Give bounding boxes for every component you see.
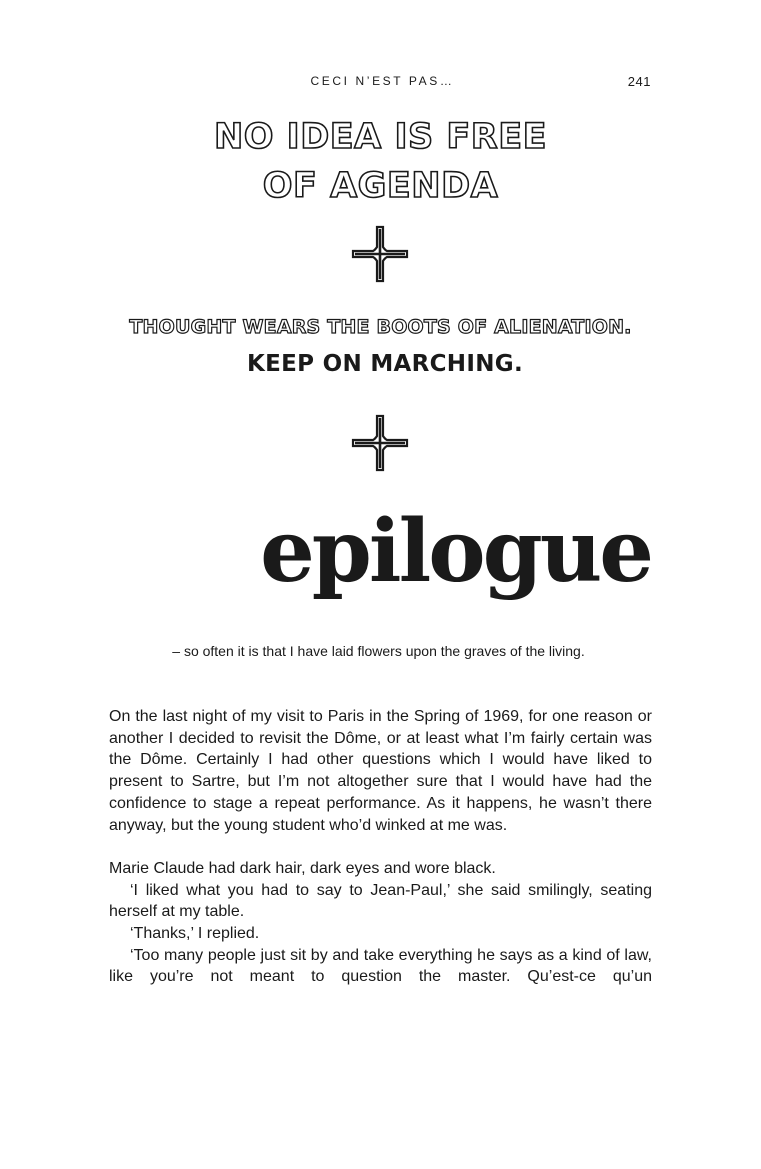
paragraph: ‘I liked what you had to say to Jean-Paul,’ she said smilingly, seating herself at my table. — [109, 881, 652, 921]
paragraph: ‘Too many people just sit by and take everything he says as a kind of law, like you’re not meant to question the master. Qu’est-ce qu’un — [109, 946, 652, 986]
running-head — [0, 74, 761, 92]
slogan-keep-marching: KEEP ON MARCHING. — [247, 351, 523, 377]
slogan-no-idea-line-1: NO IDEA IS FREE — [213, 117, 548, 157]
epigraph: – so often it is that I have laid flowers upon the graves of the living. — [172, 643, 585, 659]
decorative-cross-icon — [351, 225, 409, 283]
running-title: CECI N’EST PAS… — [310, 74, 455, 88]
paragraph: ‘Thanks,’ I replied. — [130, 925, 260, 943]
paragraph: Marie Claude had dark hair, dark eyes and wore black. — [109, 859, 496, 877]
slogan-no-idea — [0, 113, 761, 211]
chapter-title: epilogue — [260, 501, 651, 602]
page-number: 241 — [627, 74, 651, 89]
paragraph: On the last night of my visit to Paris in the Spring of 1969, for one reason or another I decided to revisit the Dôme, or at least what I’m fairly certain was the Dôme. Certainly I had other questions which I would have liked to present to Sartre, but I’m not altogether sure that I would have had the confidence to stage a repeat performance. As it happens, he wasn’t there anyway, but the young student who’d winked at me was. — [109, 708, 652, 834]
slogan-thought: THOUGHT WEARS THE BOOTS OF ALIENATION. — [129, 316, 632, 338]
slogan-no-idea-line-2: OF AGENDA — [262, 166, 499, 206]
body-text — [109, 706, 652, 988]
decorative-cross-icon — [351, 414, 409, 472]
